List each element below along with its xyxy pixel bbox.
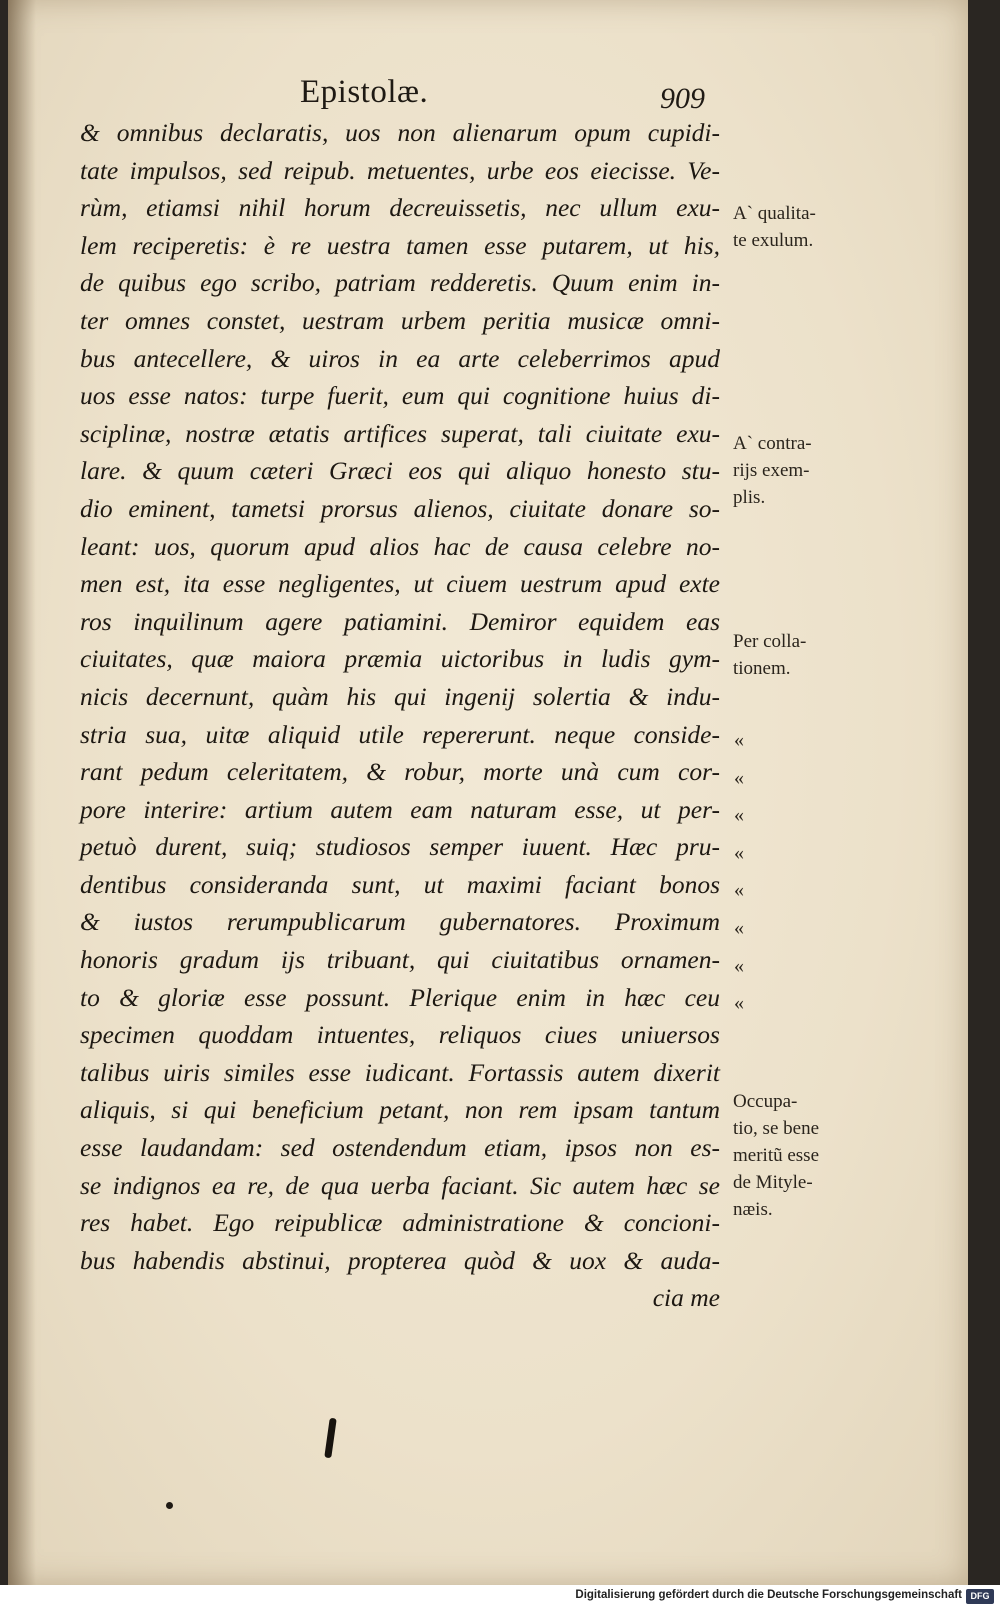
text-line: ter omnes constet, uestram urbem peritia musicæ omni- <box>80 305 720 335</box>
text-line: sciplinæ, nostræ ætatis artifices superat, tali ciuitate exu- <box>80 418 720 448</box>
text-line: bus habendis abstinui, propterea quòd & uox & auda- <box>80 1245 720 1275</box>
text-line: leant: uos, quorum apud alios hac de causa celebre no- <box>80 531 720 561</box>
ink-dot-mark <box>166 1502 173 1509</box>
text-line: pore interire: artium autem eam naturam esse, ut per- <box>80 794 720 824</box>
text-line: dentibus consideranda sunt, ut maximi faciant bonos <box>80 869 720 899</box>
quotation-mark: « <box>734 766 744 789</box>
text-line: res habet. Ego reipublicæ administratione & concioni- <box>80 1208 720 1238</box>
text-line: men est, ita esse negligentes, ut ciuem uestrum apud exte <box>80 569 720 599</box>
margin-note-occupatio: Occupa- tio, se bene meritũ esse de Mityle- næis. <box>733 1091 820 1220</box>
body-text <box>80 114 720 1317</box>
text-line: specimen quoddam intuentes, reliquos ciues uniuersos <box>80 1020 720 1050</box>
digitization-footer <box>0 1585 1000 1609</box>
text-line: stria sua, uitæ aliquid utile repererunt. neque conside- <box>80 719 720 749</box>
text-line: esse laudandam: sed ostendendum etiam, ipsos non es- <box>80 1133 720 1163</box>
text-line: petuò durent, suiq; studiosos semper iuuent. Hæc pru- <box>80 832 720 862</box>
margin-note-qualitate: A` qualita- te exulum. <box>733 203 816 251</box>
quotation-mark: « <box>734 916 744 939</box>
quotation-mark: « <box>734 841 744 864</box>
text-line: to & gloriæ esse possunt. Plerique enim in hæc ceu <box>80 982 720 1012</box>
quotation-mark: « <box>734 992 744 1015</box>
text-line: lem reciperetis: è re uestra tamen esse putarem, ut his, <box>80 230 720 260</box>
dfg-logo-icon: DFG <box>966 1589 994 1604</box>
text-line: talibus uiris similes esse iudicant. Fortassis autem dixerit <box>80 1057 720 1087</box>
text-line: ciuitates, quæ maiora præmia uictoribus in ludis gym- <box>80 644 720 674</box>
quotation-mark: « <box>734 879 744 902</box>
text-line: lare. & quum cæteri Græci eos qui aliquo honesto stu- <box>80 456 720 486</box>
quotation-mark: « <box>734 804 744 827</box>
text-line: & omnibus declaratis, uos non alienarum opum cupidi- <box>80 118 720 147</box>
text-line: rùm, etiamsi nihil horum decreuissetis, nec ullum exu- <box>80 193 720 223</box>
text-line: se indignos ea re, de qua uerba faciant. Sic autem hæc se <box>80 1170 720 1200</box>
text-line: dio eminent, tametsi prorsus alienos, ciuitate donare so- <box>80 493 720 523</box>
text-line: uos esse natos: turpe fuerit, eum qui cognitione huius di- <box>80 381 720 411</box>
text-line: aliquis, si qui beneficium petant, non rem ipsam tantum <box>80 1095 720 1125</box>
text-line: honoris gradum ijs tribuant, qui ciuitatibus ornamen- <box>80 945 720 975</box>
book-page <box>8 0 968 1585</box>
running-title: Epistolæ. <box>300 74 429 110</box>
text-line: nicis decernunt, quàm his qui ingenij solertia & indu- <box>80 681 720 711</box>
footer-credit: Digitalisierung gefördert durch die Deutsche Forschungsgemeinschaft <box>575 1589 962 1601</box>
catchword-line: cia me <box>652 1283 720 1313</box>
text-line: ros inquilinum agere patiamini. Demiror equidem eas <box>80 606 720 636</box>
margin-note-collationem: Per colla- tionem. <box>733 631 807 679</box>
text-line: rant pedum celeritatem, & robur, morte unà cum cor- <box>80 757 720 787</box>
text-line: de quibus ego scribo, patriam redderetis. Quum enim in- <box>80 268 720 298</box>
ink-stroke-mark <box>324 1418 336 1459</box>
text-line: tate impulsos, sed reipub. metuentes, urbe eos eiecisse. Ve- <box>80 155 720 185</box>
quotation-marks-column <box>734 722 744 1023</box>
page-number: 909 <box>660 82 705 115</box>
quotation-mark: « <box>734 729 744 751</box>
margin-note-contrariis: A` contra- rijs exem- plis. <box>733 433 812 508</box>
quotation-mark: « <box>734 954 744 977</box>
text-line: bus antecellere, & uiros in ea arte celeberrimos apud <box>80 343 720 373</box>
text-line: & iustos rerumpublicarum gubernatores. Proximum <box>80 907 720 937</box>
